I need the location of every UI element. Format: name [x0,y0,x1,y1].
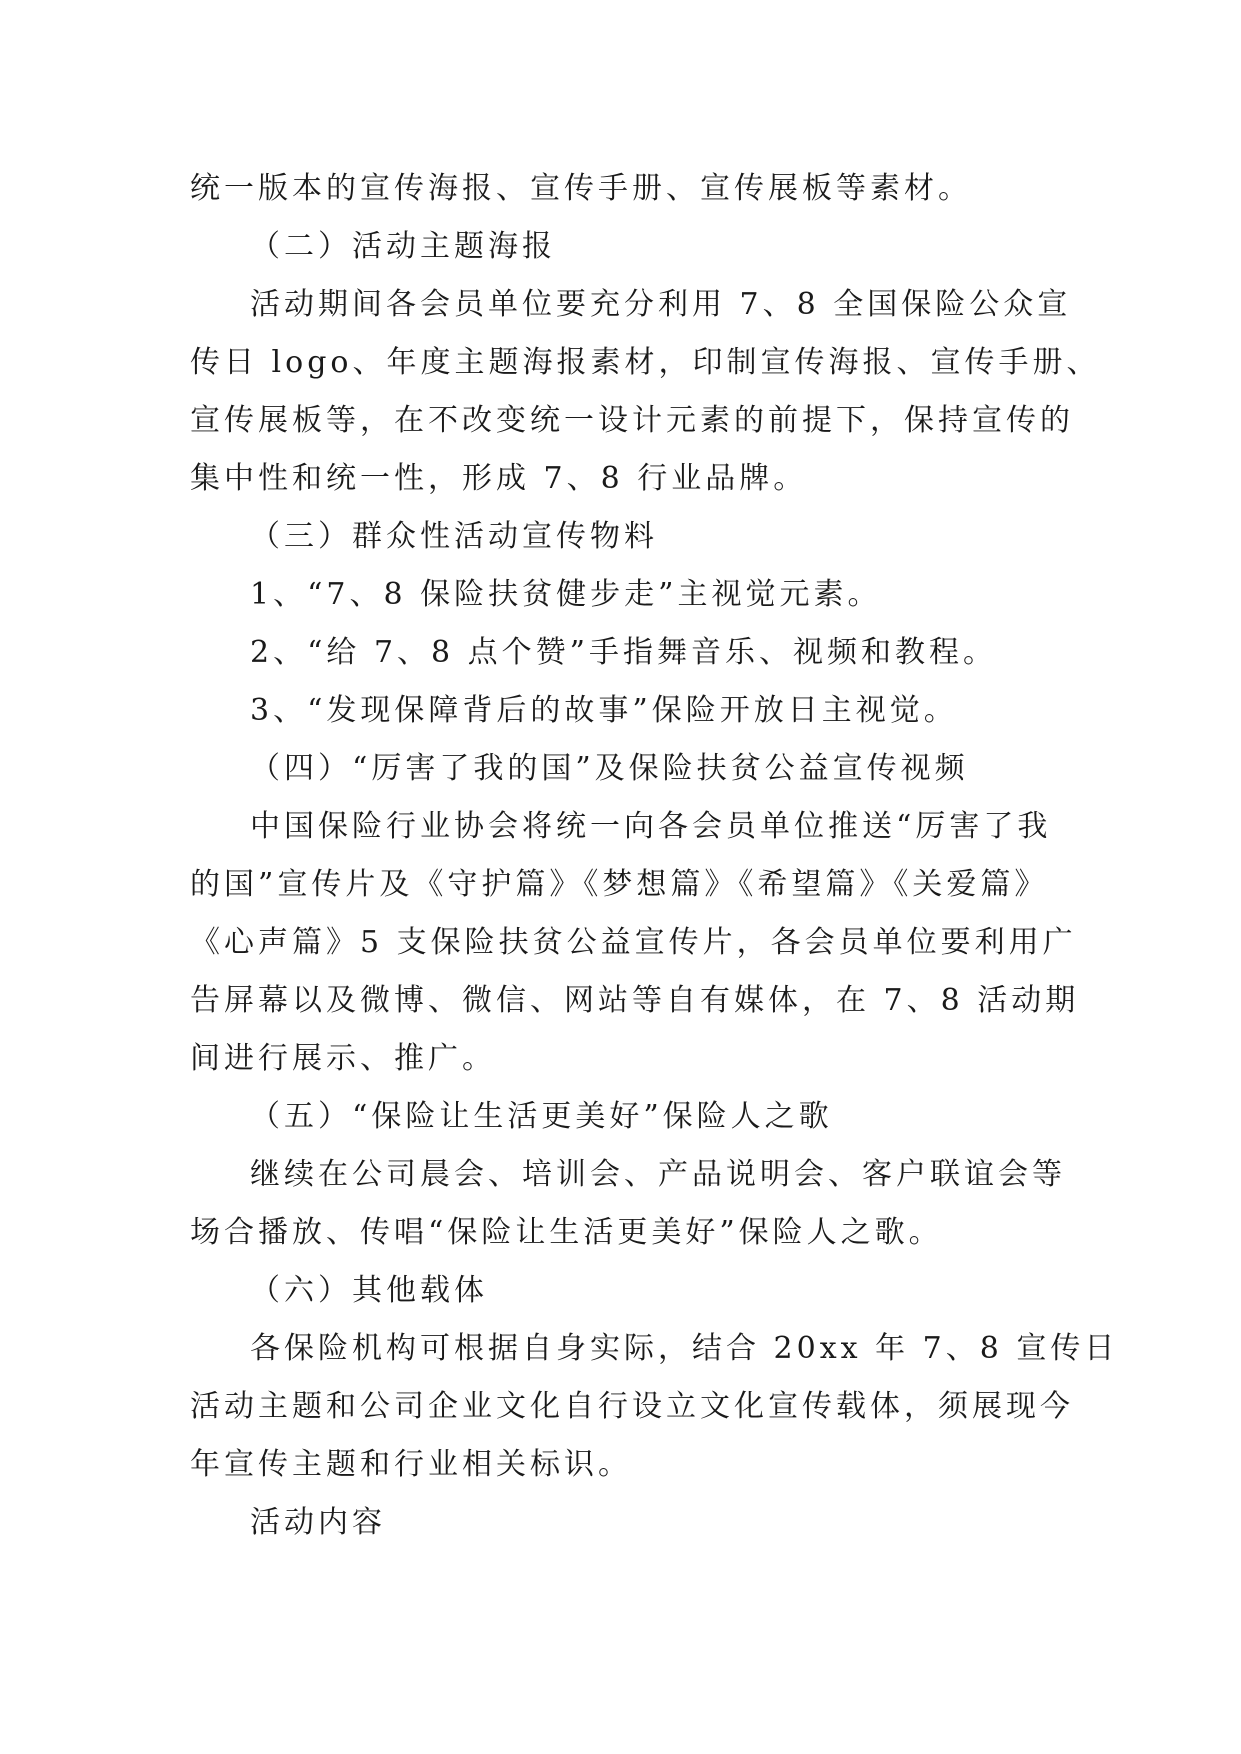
section-heading-activity-content: 活动内容 [250,1505,386,1540]
paragraph-line: 年宣传主题和行业相关标识。 [190,1447,632,1482]
section-heading-4: （四）“厉害了我的国”及保险扶贫公益宣传视频 [250,751,969,786]
paragraph-line: 统一版本的宣传海报、宣传手册、宣传展板等素材。 [190,171,972,206]
paragraph-line: 宣传展板等，在不改变统一设计元素的前提下，保持宣传的 [190,403,1074,438]
section-heading-3: （三）群众性活动宣传物料 [250,519,658,554]
list-item: 2、“给 7、8 点个赞”手指舞音乐、视频和教程。 [250,635,998,670]
paragraph-line: 告屏幕以及微博、微信、网站等自有媒体，在 7、8 活动期 [190,983,1080,1018]
paragraph-line: 场合播放、传唱“保险让生活更美好”保险人之歌。 [190,1215,943,1250]
list-item: 1、“7、8 保险扶贫健步走”主视觉元素。 [250,577,882,612]
section-heading-5: （五）“保险让生活更美好”保险人之歌 [250,1099,833,1134]
paragraph-line: 的国”宣传片及《守护篇》《梦想篇》《希望篇》《关爱篇》 [190,867,1049,902]
document-body [190,160,1119,1552]
paragraph-line: 集中性和统一性，形成 7、8 行业品牌。 [190,461,808,496]
paragraph-line: 《心声篇》5 支保险扶贫公益宣传片，各会员单位要利用广 [190,925,1077,960]
paragraph-line: 间进行展示、推广。 [190,1041,496,1076]
section-heading-6: （六）其他载体 [250,1273,488,1308]
paragraph-line: 继续在公司晨会、培训会、产品说明会、客户联谊会等 [250,1157,1066,1192]
paragraph-line: 中国保险行业协会将统一向各会员单位推送“厉害了我 [250,809,1052,844]
paragraph-line: 活动主题和公司企业文化自行设立文化宣传载体，须展现今 [190,1389,1074,1424]
paragraph-line: 各保险机构可根据自身实际，结合 20xx 年 7、8 宣传日 [250,1331,1119,1366]
paragraph-line: 传日 logo、年度主题海报素材，印制宣传海报、宣传手册、 [190,345,1101,380]
paragraph-line: 活动期间各会员单位要充分利用 7、8 全国保险公众宣 [250,287,1072,322]
section-heading-2: （二）活动主题海报 [250,229,556,264]
list-item: 3、“发现保障背后的故事”保险开放日主视觉。 [250,693,958,728]
